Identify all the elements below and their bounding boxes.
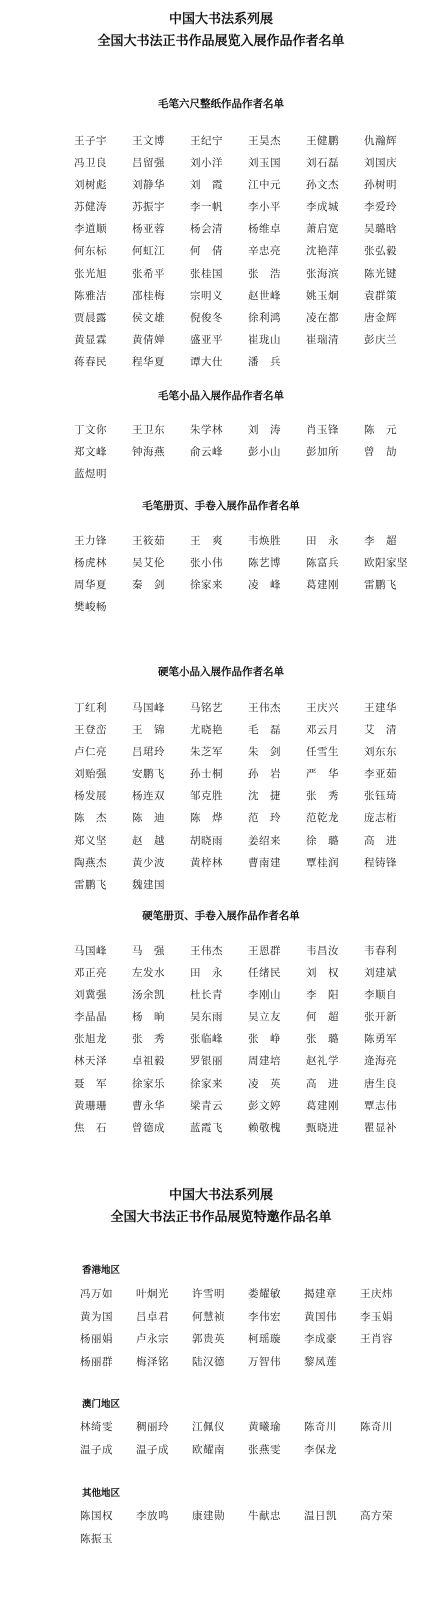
- author-name: 韦春利: [364, 945, 397, 957]
- author-name: 王恩群: [248, 945, 281, 957]
- author-name: 任雪生: [306, 746, 339, 759]
- author-name: 周华夏: [74, 579, 107, 592]
- name-grid: [0, 1505, 442, 1550]
- author-name: 左发水: [132, 967, 165, 980]
- author-name: 李刚山: [248, 989, 281, 1002]
- invited-list-title: 全国大书法正书作品展览特邀作品名单: [110, 1210, 332, 1225]
- author-name: 甄晓进: [306, 1121, 339, 1134]
- author-name: 李成豪: [304, 1333, 337, 1346]
- author-name: 赵 越: [132, 834, 165, 847]
- author-name: 朱学林: [190, 424, 223, 436]
- author-name: 徐家乐: [132, 1077, 165, 1090]
- author-name: 雷鹏飞: [74, 878, 107, 891]
- author-name: 徐 璐: [306, 834, 339, 847]
- name-grid: [0, 419, 442, 485]
- author-name: 葛建刚: [306, 579, 339, 592]
- author-name: 朱芝军: [190, 746, 223, 759]
- author-name: 王建华: [364, 702, 397, 714]
- author-name: 黄国伟: [304, 1310, 337, 1323]
- author-name: 贾晨露: [74, 311, 107, 324]
- author-name: 张弘毅: [364, 245, 397, 258]
- author-name: 杨丽群: [80, 1355, 113, 1368]
- author-name: 陈雅洁: [74, 289, 107, 302]
- author-name: 黄倩婵: [132, 333, 165, 346]
- author-name: 陈 迪: [132, 812, 165, 825]
- author-name: 曾德成: [132, 1121, 165, 1134]
- author-name: 汤余凯: [132, 989, 165, 1002]
- author-name: 马国峰: [74, 945, 107, 957]
- author-name: 刘石磊: [306, 157, 339, 170]
- author-name: 吕珺玲: [132, 746, 165, 759]
- author-name: 倪俊冬: [190, 311, 223, 324]
- author-name: 沈 捷: [248, 790, 281, 803]
- exhibition-series-title: 中国大书法系列展: [168, 12, 273, 27]
- author-name: 李道顺: [74, 223, 107, 236]
- author-name: 陈 烨: [190, 812, 223, 825]
- name-grid: [0, 1283, 442, 1373]
- name-grid: [0, 940, 442, 1139]
- author-name: 王筱茹: [132, 535, 165, 547]
- author-name: 吴东雨: [190, 1011, 223, 1024]
- author-name: 万智伟: [248, 1355, 281, 1368]
- author-name: 姜绍来: [248, 834, 281, 847]
- author-name: 黄少波: [132, 856, 165, 869]
- author-name: 黄珊珊: [74, 1099, 107, 1112]
- author-name: 凌在都: [306, 311, 339, 324]
- author-name: 蓝煜明: [74, 468, 107, 481]
- author-name: 张临峰: [190, 1033, 223, 1046]
- author-name: 陈 杰: [74, 812, 107, 825]
- author-name: 刘建斌: [364, 967, 397, 980]
- name-grid: [0, 130, 442, 373]
- author-name: 杨亚蓉: [132, 223, 165, 236]
- author-name: 马铭艺: [190, 702, 223, 714]
- author-name: 何东标: [74, 245, 107, 258]
- author-name: 曹永华: [132, 1099, 165, 1112]
- author-name: 李 阳: [306, 989, 339, 1002]
- author-name: 叶炯光: [136, 1288, 169, 1300]
- author-name: 王肖容: [360, 1333, 393, 1346]
- author-name: 吴璐晗: [364, 223, 397, 236]
- author-name: 秦 剑: [132, 579, 165, 592]
- author-name: 吕卓君: [136, 1310, 169, 1323]
- author-name: 王文博: [132, 135, 165, 147]
- author-name: 黄曦瑜: [248, 1421, 281, 1433]
- author-name: 张燕雯: [248, 1443, 281, 1456]
- author-name: 陈光键: [364, 267, 397, 280]
- author-name: 牛献忠: [248, 1510, 281, 1522]
- author-name: 苏振宇: [132, 201, 165, 214]
- author-name: 周建培: [248, 1055, 281, 1068]
- author-name: 丁文你: [74, 424, 107, 436]
- author-name: 刘静华: [132, 179, 165, 192]
- author-name: 张 浩: [248, 267, 281, 280]
- author-name: 陈艺博: [248, 557, 281, 570]
- author-name: 萧启宽: [306, 223, 339, 236]
- author-name: 肖玉锋: [306, 424, 339, 436]
- author-name: 范 玲: [248, 812, 281, 825]
- author-name: 焦 石: [74, 1121, 107, 1134]
- author-name: 郑义坚: [74, 834, 107, 847]
- author-name: 严 华: [306, 768, 339, 781]
- author-name: 罗银丽: [190, 1055, 223, 1068]
- name-grid: [0, 530, 442, 618]
- author-name: 韦昌汝: [306, 945, 339, 957]
- author-name: 陈奇川: [304, 1421, 337, 1433]
- entry-list-title: 全国大书法正书作品展览入展作品作者名单: [97, 34, 345, 49]
- region-heading: 其他地区: [82, 1488, 121, 1499]
- author-name: 梁青云: [190, 1099, 223, 1112]
- author-name: 娄耀敏: [248, 1288, 281, 1300]
- author-name: 黎凤莲: [304, 1355, 337, 1368]
- author-name: 侯文雄: [132, 311, 165, 324]
- author-name: 王昊杰: [248, 135, 281, 147]
- author-name: 尤晓艳: [190, 724, 223, 737]
- author-name: 宗明义: [190, 289, 223, 302]
- author-name: 高 进: [306, 1077, 339, 1090]
- author-name: 杜长青: [190, 989, 223, 1002]
- author-name: 卢永宗: [136, 1333, 169, 1346]
- author-name: 林绮雯: [80, 1421, 113, 1433]
- author-name: 欧阳家坚: [364, 557, 408, 570]
- author-name: 邓云月: [306, 724, 339, 737]
- author-name: 程华夏: [132, 355, 165, 368]
- author-name: 陈国权: [80, 1510, 113, 1522]
- author-name: 李爱玲: [364, 201, 397, 214]
- section-heading: 硬笔册页、手卷入展作品作者名单: [142, 910, 300, 922]
- author-name: 曾 劼: [364, 446, 397, 459]
- author-name: 姚玉炯: [306, 289, 339, 302]
- author-name: 蓝霞飞: [190, 1121, 223, 1134]
- author-name: 何慧祯: [192, 1310, 225, 1323]
- author-name: 陈振玉: [80, 1532, 113, 1545]
- author-name: 杨 晌: [132, 1011, 165, 1024]
- author-name: 张 秀: [306, 790, 339, 803]
- author-name: 张钰琦: [364, 790, 397, 803]
- section-heading: 毛笔册页、手卷入展作品作者名单: [142, 500, 300, 512]
- author-name: 卓祖毅: [132, 1055, 165, 1068]
- author-name: 张桂国: [190, 267, 223, 280]
- author-name: 张海滨: [306, 267, 339, 280]
- author-name: 王伟杰: [248, 702, 281, 714]
- author-name: 稠丽玲: [136, 1421, 169, 1433]
- author-name: 任绪民: [248, 967, 281, 980]
- author-name: 俞云峰: [190, 446, 223, 459]
- author-name: 覃志伟: [364, 1099, 397, 1112]
- author-name: 葛建刚: [306, 1099, 339, 1112]
- author-name: 何虹江: [132, 245, 165, 258]
- author-name: 刘 涛: [248, 424, 281, 436]
- author-name: 赖敬槐: [248, 1121, 281, 1134]
- author-name: 王 爽: [190, 535, 223, 547]
- author-name: 陈 元: [364, 424, 397, 436]
- author-name: 王健鹏: [306, 135, 339, 147]
- author-name: 赵世峰: [248, 289, 281, 302]
- author-name: 曹南建: [248, 856, 281, 869]
- author-name: 许雪明: [192, 1288, 225, 1300]
- author-name: 胡晓雨: [190, 834, 223, 847]
- name-grid: [0, 697, 442, 896]
- author-name: 陈富兵: [306, 557, 339, 570]
- author-name: 何 倩: [190, 245, 223, 258]
- author-name: 聂 军: [74, 1077, 107, 1090]
- author-name: 刘国庆: [364, 157, 397, 170]
- author-name: 揭建章: [304, 1288, 337, 1300]
- author-name: 马国峰: [132, 702, 165, 714]
- section-heading: 硬笔小品入展作品作者名单: [158, 666, 284, 678]
- author-name: 李小平: [248, 201, 281, 214]
- author-name: 王伟杰: [190, 945, 223, 957]
- author-name: 张希平: [132, 267, 165, 280]
- author-name: 逄海亮: [364, 1055, 397, 1068]
- author-name: 仇瀚辉: [364, 135, 397, 147]
- author-name: 吴艾伦: [132, 557, 165, 570]
- author-name: 田 永: [306, 535, 339, 547]
- section-heading: 毛笔小品入展作品作者名单: [158, 390, 284, 402]
- author-name: 艾 清: [364, 724, 397, 737]
- author-name: 欧耀南: [192, 1443, 225, 1456]
- author-name: 陈奇川: [360, 1421, 393, 1433]
- author-name: 张小伟: [190, 557, 223, 570]
- author-name: 郑文峰: [74, 446, 107, 459]
- author-name: 刘 权: [306, 967, 339, 980]
- author-name: 陶燕杰: [74, 856, 107, 869]
- author-name: 安鹏飞: [132, 768, 165, 781]
- section-heading: 毛笔六尺整纸作品作者名单: [158, 98, 284, 110]
- author-name: 王登峦: [74, 724, 107, 737]
- author-name: 邵桂梅: [132, 289, 165, 302]
- author-name: 梅泽铭: [136, 1355, 169, 1368]
- author-name: 邹克胜: [190, 790, 223, 803]
- author-name: 唐金辉: [364, 311, 397, 324]
- author-name: 江中元: [248, 179, 281, 192]
- author-name: 庞志桁: [364, 812, 397, 825]
- author-name: 孙文杰: [306, 179, 339, 192]
- exhibition-series-title: 中国大书法系列展: [168, 1188, 273, 1203]
- author-name: 刘冀强: [74, 989, 107, 1002]
- author-name: 李保龙: [304, 1443, 337, 1456]
- author-name: 唐生良: [364, 1077, 397, 1090]
- author-name: 程铸锋: [364, 856, 397, 869]
- author-name: 刘小洋: [190, 157, 223, 170]
- author-name: 杨维卓: [248, 223, 281, 236]
- author-name: 徐家来: [190, 579, 223, 592]
- author-name: 彭加所: [306, 446, 339, 459]
- author-name: 李亚茹: [364, 768, 397, 781]
- author-name: 袁群策: [364, 289, 397, 302]
- author-name: 柯瑶璇: [248, 1333, 281, 1346]
- author-name: 辛忠亮: [248, 245, 281, 258]
- author-name: 王力锋: [74, 535, 107, 547]
- author-name: 李一帆: [190, 201, 223, 214]
- author-name: 张 璐: [306, 1033, 339, 1046]
- author-name: 毛 磊: [248, 724, 281, 737]
- author-name: 雷鹏飞: [364, 579, 397, 592]
- author-name: 刘东东: [364, 746, 397, 759]
- author-name: 范乾龙: [306, 812, 339, 825]
- author-name: 杨会清: [190, 223, 223, 236]
- author-name: 刘玉国: [248, 157, 281, 170]
- author-name: 温子成: [80, 1443, 113, 1456]
- author-name: 孙树明: [364, 179, 397, 192]
- author-name: 刘 霞: [190, 179, 223, 192]
- author-name: 李成城: [306, 201, 339, 214]
- author-name: 王纪宁: [190, 135, 223, 147]
- author-name: 李 超: [364, 535, 397, 547]
- author-name: 徐家来: [190, 1077, 223, 1090]
- author-name: 杨虎林: [74, 557, 107, 570]
- author-name: 崔珑山: [248, 333, 281, 346]
- author-name: 刘树彪: [74, 179, 107, 192]
- author-name: 彭庆兰: [364, 333, 397, 346]
- author-name: 王卫东: [132, 424, 165, 436]
- author-name: 沈艳萍: [306, 245, 339, 258]
- author-name: 崔瑞清: [306, 333, 339, 346]
- author-name: 李顺自: [364, 989, 397, 1002]
- author-name: 康建勋: [192, 1510, 225, 1522]
- author-name: 瞿显补: [364, 1121, 397, 1134]
- author-name: 赵礼学: [306, 1055, 339, 1068]
- author-name: 朱 剑: [248, 746, 281, 759]
- author-name: 樊峻畅: [74, 601, 107, 614]
- author-name: 林天泽: [74, 1055, 107, 1068]
- name-grid: [0, 1416, 442, 1461]
- author-name: 吴立友: [248, 1011, 281, 1024]
- author-name: 李晶晶: [74, 1011, 107, 1024]
- author-name: 张开新: [364, 1011, 397, 1024]
- author-name: 杨丽娟: [80, 1333, 113, 1346]
- author-name: 黄显霖: [74, 333, 107, 346]
- author-name: 温子成: [136, 1443, 169, 1456]
- author-name: 盛亚平: [190, 333, 223, 346]
- author-name: 张 峥: [248, 1033, 281, 1046]
- author-name: 张 秀: [132, 1033, 165, 1046]
- author-name: 江佩仪: [192, 1421, 225, 1433]
- author-name: 冯卫良: [74, 157, 107, 170]
- author-name: 王庆兴: [306, 702, 339, 714]
- author-name: 李放鸣: [136, 1510, 169, 1522]
- author-name: 陈勇军: [364, 1033, 397, 1046]
- author-name: 王庆炜: [360, 1288, 393, 1300]
- author-name: 冯万如: [80, 1288, 113, 1300]
- author-name: 何 超: [306, 1011, 339, 1024]
- author-name: 黄为国: [80, 1310, 113, 1323]
- region-heading: 香港地区: [82, 1265, 121, 1276]
- region-heading: 澳门地区: [82, 1399, 121, 1410]
- author-name: 凌 峰: [248, 579, 281, 592]
- author-name: 蒋春民: [74, 355, 107, 368]
- author-name: 邓正亮: [74, 967, 107, 980]
- author-name: 杨发展: [74, 790, 107, 803]
- author-name: 郭贵英: [192, 1333, 225, 1346]
- author-name: 凌 英: [248, 1077, 281, 1090]
- author-name: 刘贻强: [74, 768, 107, 781]
- author-name: 陆汉德: [192, 1355, 225, 1368]
- author-name: 李伟宏: [248, 1310, 281, 1323]
- author-name: 马 强: [132, 945, 165, 957]
- author-name: 王 锦: [132, 724, 165, 737]
- author-name: 李玉娟: [360, 1310, 393, 1323]
- author-name: 黄梓林: [190, 856, 223, 869]
- author-name: 王子宇: [74, 135, 107, 147]
- author-name: 温日凯: [304, 1510, 337, 1522]
- author-name: 高 进: [364, 834, 397, 847]
- author-name: 彭小山: [248, 446, 281, 459]
- author-name: 丁红利: [74, 702, 107, 714]
- author-name: 彭文婷: [248, 1099, 281, 1112]
- author-name: 卢仁亮: [74, 746, 107, 759]
- author-name: 高方荣: [360, 1510, 393, 1522]
- author-name: 田 永: [190, 967, 223, 980]
- author-name: 钟海燕: [132, 446, 165, 459]
- author-name: 苏健涛: [74, 201, 107, 214]
- author-name: 魏建国: [132, 878, 165, 891]
- author-name: 孙 岩: [248, 768, 281, 781]
- author-name: 韦焕胜: [248, 535, 281, 547]
- author-name: 杨连双: [132, 790, 165, 803]
- author-name: 潘 兵: [248, 355, 281, 368]
- author-name: 张光旭: [74, 267, 107, 280]
- author-name: 徐利鸿: [248, 311, 281, 324]
- author-name: 张旭龙: [74, 1033, 107, 1046]
- author-name: 谭大仕: [190, 355, 223, 368]
- author-name: 覃桂润: [306, 856, 339, 869]
- author-name: 吕留强: [132, 157, 165, 170]
- author-name: 孙士桐: [190, 768, 223, 781]
